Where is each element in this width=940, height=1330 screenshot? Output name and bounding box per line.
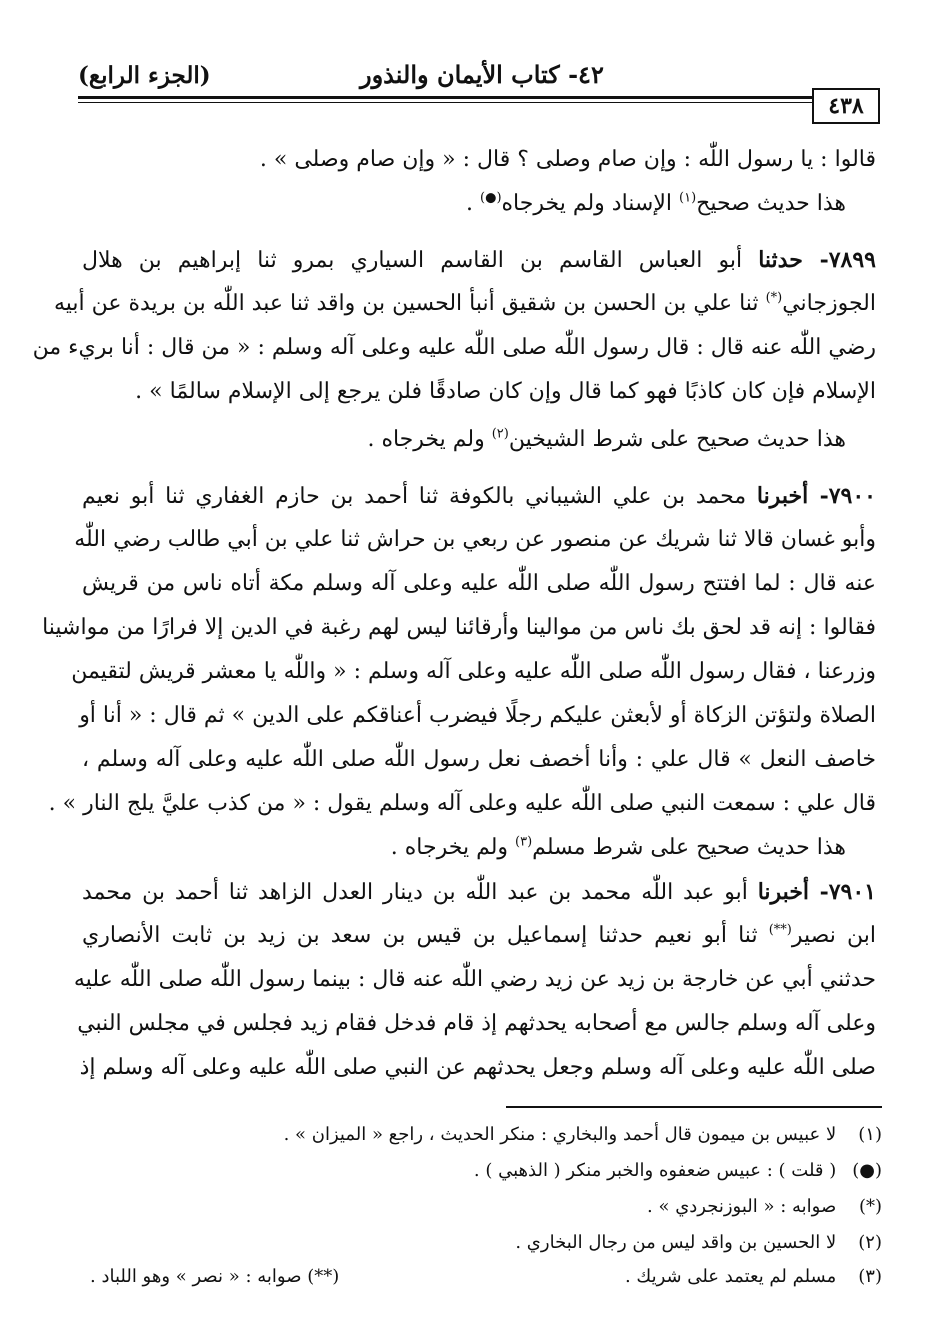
text-line: حدثني أبي عن خارجة بن زيد عن زيد رضي اللّٰه عنه قال : بينما رسول اللّٰه صلى اللّٰه عليه — [73, 967, 876, 992]
header-rule — [78, 96, 812, 99]
text-line: هذا حديث صحيح$^{(١)}$ الإسناد ولم يخرجاه(●) . — [466, 190, 846, 216]
footnote-mark: (●) — [852, 1160, 882, 1181]
text-line: هذا حديث صحيح على شرط الشيخين$^{(٢)}$ ولم يخرجاه . — [367, 426, 846, 452]
text-line: ابن نصير(**) ثنا أبو نعيم حدثنا إسماعيل بن قيس بن سعد بن زيد بن ثابت الأنصاري — [82, 922, 876, 948]
text-line: هذا حديث صحيح على شرط مسلم$^{(٣)}$ ولم يخرجاه . — [390, 834, 846, 860]
footnote-5 — [625, 1262, 882, 1292]
text-line: وزرعنا ، فقال رسول اللّٰه صلى اللّٰه عليه وعلى آله وسلم : « واللّٰه يا معشر قريش لتقيمن — [71, 659, 876, 684]
hadith-number: ٧٩٠٠- — [808, 483, 876, 509]
hadith-7900-start: ٧٩٠٠- أخبرنا محمد بن علي الشيباني بالكوفة ثنا أحمد بن حازم الغفاري ثنا أبو نعيم — [82, 483, 876, 509]
footnote-ref: (٣) — [515, 834, 533, 850]
footnote-text: صوابه : « نصر » وهو اللباد . — [90, 1266, 302, 1287]
text-line: قالوا : يا رسول اللّٰه : وإن صام وصلى ؟ قال : « وإن صام وصلى » . — [259, 147, 876, 172]
text-line: قال علي : سمعت النبي صلى اللّٰه عليه وعلى آله وسلم يقول : « من كذب عليَّ يلج النار » . — [48, 791, 876, 816]
footnote-mark: (١) — [858, 1124, 882, 1145]
footnote-mark: (٢) — [858, 1232, 882, 1253]
footnote-mark: (*) — [858, 1196, 882, 1217]
footnote-text: صوابه : « البوزنجردي » . — [647, 1196, 837, 1217]
text-line: الإسلام فإن كان كاذبًا فهو كما قال وإن كان صادقًا فلن يرجع إلى الإسلام سالمًا » . — [135, 379, 876, 404]
footnote-6 — [90, 1262, 339, 1292]
footnote-text: لا الحسين بن واقد ليس من رجال البخاري . — [515, 1232, 837, 1253]
text-line: فقالوا : إنه قد لحق بك ناس من موالينا وأرقائنا ليس لهم رغبة في الدين إلا فرارًا من مواشينا — [42, 615, 876, 640]
text-line: عنه قال : لما افتتح رسول اللّٰه صلى اللّٰه عليه وعلى آله وسلم مكة أتاه ناس من قريش — [82, 571, 876, 596]
text-line: رضي اللّٰه عنه قال : قال رسول اللّٰه صلى اللّٰه عليه وعلى آله وسلم : « من قال : أنا بريء من — [32, 335, 876, 360]
footnote-ref: (١) — [679, 190, 697, 206]
chapter-title: ٤٢- كتاب الأيمان والنذور — [360, 60, 604, 89]
footnote-1 — [284, 1120, 882, 1150]
footnote-3 — [647, 1192, 882, 1222]
hadith-7901-start: ٧٩٠١- أخبرنا أبو عبد اللّٰه محمد بن عبد اللّٰه بن دينار العدل الزاهد ثنا أحمد بن محمد — [82, 879, 876, 905]
hadith-7899-start: ٧٨٩٩- حدثنا أبو العباس القاسم بن القاسم السياري بمرو ثنا إبراهيم بن هلال — [82, 247, 876, 273]
hadith-opening: حدثنا — [758, 247, 803, 273]
hadith-opening: أخبرنا — [757, 879, 810, 905]
text-line: الصلاة ولتؤتن الزكاة أو لأبعثن عليكم رجلًا فيضرب أعناقكم على الدين » ثم قال : « أنا أو — [79, 703, 876, 728]
header-rule-thin — [78, 102, 812, 103]
footnote-ref: (●) — [480, 190, 502, 206]
footnote-text: مسلم لم يعتمد على شريك . — [624, 1266, 837, 1287]
footnote-separator — [506, 1106, 882, 1108]
footnote-2 — [474, 1156, 882, 1186]
text-line: الجوزجاني(*) ثنا علي بن الحسن بن شقيق أنبأ الحسين بن واقد ثنا عبد اللّٰه بن بريدة عن أبيه — [53, 290, 876, 316]
footnote-text: لا عبيس بن ميمون قال أحمد والبخاري : منكر الحديث ، راجع « الميزان » . — [283, 1124, 837, 1145]
hadith-opening: أخبرنا — [756, 483, 809, 509]
text-line: وأبو غسان قالا ثنا شريك عن منصور عن ربعي بن حراش ثنا علي بن أبي طالب رضي اللّٰه — [74, 527, 876, 552]
footnote-4 — [515, 1228, 882, 1258]
text-line: وعلى آله وسلم جالس مع أصحابه يحدثهم إذ قام فدخل فقام زيد فجلس في مجلس النبي — [77, 1011, 876, 1036]
hadith-number: ٧٩٠١- — [809, 879, 876, 905]
text-line: صلى اللّٰه عليه وعلى آله وسلم وجعل يحدثهم عن النبي صلى اللّٰه عليه وعلى آله وسلم إذ — [79, 1055, 876, 1080]
text-line: خاصف النعل » قال علي : وأنا أخصف نعل رسول اللّٰه صلى اللّٰه عليه وعلى آله وسلم ، — [82, 747, 876, 772]
footnote-mark: (٣) — [858, 1266, 882, 1287]
footnote-text: ( قلت ) : عبيس ضعفوه والخبر منكر ( الذهبي ) . — [473, 1160, 837, 1181]
footnote-mark: (**) — [307, 1266, 340, 1287]
footnote-ref: (*) — [765, 290, 783, 306]
hadith-number: ٧٨٩٩- — [802, 247, 876, 273]
page-number: ٤٣٨ — [812, 88, 880, 124]
volume-label: (الجزء الرابع) — [78, 62, 211, 89]
footnote-ref: (٢) — [491, 426, 509, 442]
footnote-ref: (**) — [768, 922, 792, 938]
